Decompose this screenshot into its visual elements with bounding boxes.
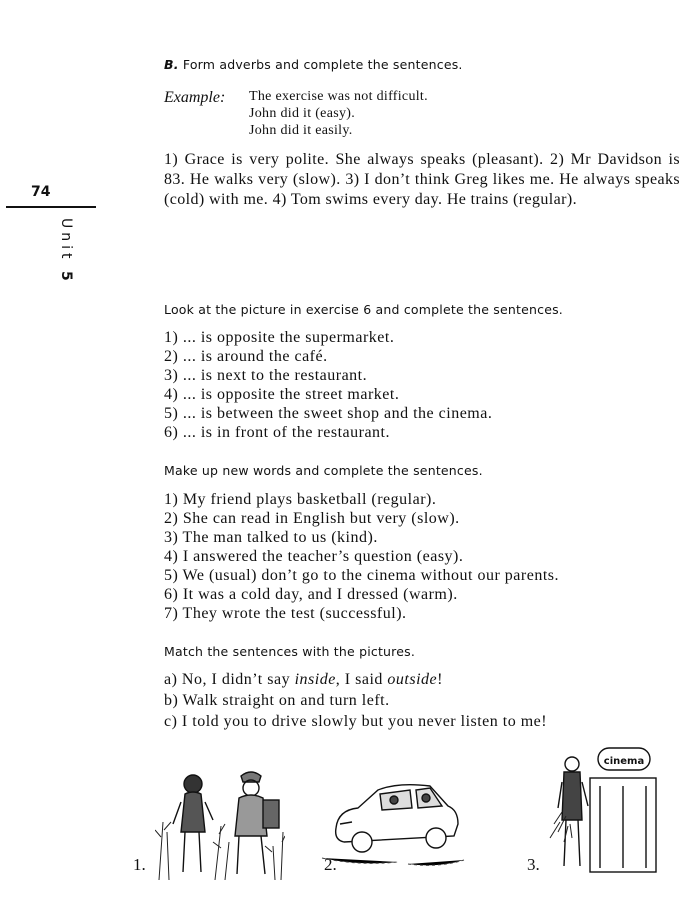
cinema-sign: cinema xyxy=(603,756,645,767)
list-item: 4) I answered the teacher’s question (easy). xyxy=(164,548,464,565)
list-item: 5) ... is between the sweet shop and the cinema. xyxy=(164,405,493,422)
margin-rule xyxy=(6,206,96,208)
match-exercise-instruction: Match the sentences with the pictures. xyxy=(164,644,416,659)
unit-label xyxy=(58,218,74,285)
list-item: c) I told you to drive slowly but you never listen to me! xyxy=(164,713,548,730)
list-item: 2) She can read in English but very (slow). xyxy=(164,510,460,527)
exercise-b-instruction: Form adverbs and complete the sentences. xyxy=(182,57,463,72)
list-item: 6) It was a cold day, and I dressed (warm). xyxy=(164,586,458,603)
example-label: Example: xyxy=(164,89,226,106)
list-item: 3) ... is next to the restaurant. xyxy=(164,367,368,384)
exercise-b-label: B. xyxy=(164,57,179,72)
example-line: The exercise was not difficult. xyxy=(249,89,428,104)
list-item: 6) ... is in front of the restaurant. xyxy=(164,424,390,441)
picture-label-3: 3. xyxy=(527,855,540,874)
item-a-emphasis-outside: outside xyxy=(387,671,438,688)
picture-label-1: 1. xyxy=(133,855,146,874)
list-item: 1) My friend plays basketball (regular). xyxy=(164,491,437,508)
list-item: 5) We (usual) don’t go to the cinema without our parents. xyxy=(164,567,559,584)
illustration-cinema xyxy=(548,742,673,877)
item-a-emphasis-inside: inside xyxy=(294,671,336,688)
exercise-b-paragraph: 1) Grace is very polite. She always speaks (pleasant). 2) Mr Davidson is 83. He walks very (slow). 3) I don’t think Greg likes me. He always speaks (cold) with me. 4) Tom swims every day. He trains (regular). xyxy=(164,151,680,208)
unit-word: Unit xyxy=(58,218,74,263)
example-line: John did it easily. xyxy=(249,123,353,138)
page-number: 74 xyxy=(31,184,51,200)
list-item: 4) ... is opposite the street market. xyxy=(164,386,400,403)
item-a-mid: , I said xyxy=(335,671,388,688)
illustration-car xyxy=(318,770,468,870)
picture-label-2: 2. xyxy=(324,855,337,874)
words-exercise-instruction: Make up new words and complete the sentences. xyxy=(164,463,483,478)
exercise-b-heading xyxy=(164,57,463,72)
unit-number: 5 xyxy=(58,270,74,285)
illustration-people-in-field xyxy=(155,762,285,882)
list-item: b) Walk straight on and turn left. xyxy=(164,692,390,709)
list-item: 7) They wrote the test (successful). xyxy=(164,605,407,622)
example-line: John did it (easy). xyxy=(249,106,356,121)
picture-exercise-instruction: Look at the picture in exercise 6 and complete the sentences. xyxy=(164,302,563,317)
list-item: 3) The man talked to us (kind). xyxy=(164,529,378,546)
item-a-post: ! xyxy=(437,671,443,688)
list-item: 1) ... is opposite the supermarket. xyxy=(164,329,395,346)
list-item: 2) ... is around the café. xyxy=(164,348,328,365)
list-item xyxy=(164,671,443,689)
item-a-pre: a) No, I didn’t say xyxy=(164,671,295,688)
